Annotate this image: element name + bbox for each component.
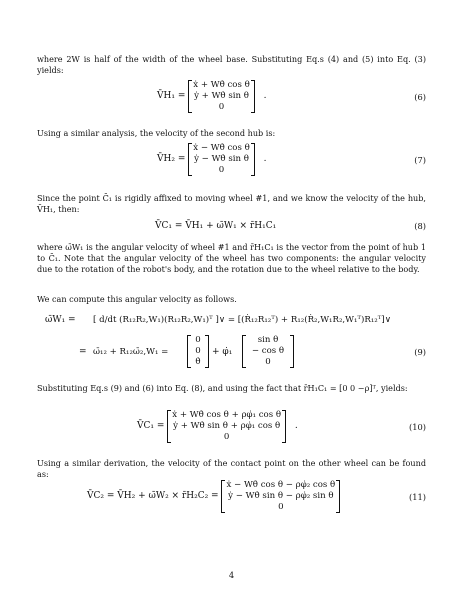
eq9-equals: = (79, 347, 87, 357)
eq9-vector-1 (187, 335, 209, 368)
eq10-row-2: ẏ + Wθ̇ sin θ + ρφ̇₁ cos θ (173, 421, 281, 431)
eq9-vector-2-row-1: sin θ (257, 335, 279, 345)
eq10-matrix (167, 410, 286, 443)
eq7-number: (7) (414, 155, 426, 165)
eq6-number: (6) (414, 92, 426, 102)
eq6-row-2: ẏ + Wθ̇ sin θ (194, 91, 249, 101)
paragraph-substituting: Substituting Eq.s (9) and (6) into Eq. (8), and using the fact that r̄H₁C₁ = [0 0 −ρ]ᵀ, yields: (37, 383, 408, 393)
eq9-phi-term: + φ̇₁ (212, 347, 233, 357)
eq7-row-2: ẏ − Wθ̇ sin θ (194, 154, 249, 164)
paragraph-intro: where 2W is half of the width of the wheel base. Substituting Eq.s (4) and (5) into Eq. (3) yields: (37, 54, 426, 76)
eq7-period: . (263, 154, 267, 164)
eq9-vector-2-row-3: 0 (265, 357, 271, 367)
eq10-row-1: ẋ + Wθ̇ cos θ + ρφ̇₁ cos θ (172, 410, 282, 420)
eq9-lhs: ω̄W₁ = (45, 315, 76, 325)
eq11-row-3: 0 (278, 502, 284, 512)
paragraph-other-wheel: Using a similar derivation, the velocity of the contact point on the other wheel can be found as: (37, 458, 426, 480)
eq9-vector-2-row-2: − cos θ (251, 346, 285, 356)
eq7-matrix (188, 143, 255, 176)
eq6-matrix (188, 80, 255, 113)
eq7-row-3: 0 (218, 165, 225, 175)
eq9-number: (9) (414, 347, 426, 357)
eq9-vector-1-row-2: 0 (195, 346, 201, 356)
eq7-lhs: V̄H₂ = (157, 154, 186, 164)
eq8-number: (8) (414, 221, 426, 231)
eq9-vector-1-row-1: 0 (195, 335, 201, 345)
eq9-vector-1-row-3: θ̇ (195, 357, 201, 367)
eq10-lhs: V̄C₁ = (137, 421, 165, 431)
eq10-row-3: 0 (223, 432, 230, 442)
equation-6 (37, 80, 426, 120)
eq11-row-1: ẋ − Wθ̇ cos θ − ρφ̇₂ cos θ (226, 480, 336, 490)
eq9-line-1: [ d/dt (R₁₂R₂,W₁)(R₁₂R₂,W₁)ᵀ ]∨ = [(Ṙ₁₂R₁₂ᵀ) + R₁₂(Ṙ₂,W₁R₂,W₁ᵀ)R₁₂ᵀ]∨ (93, 315, 391, 325)
eq10-number: (10) (408, 422, 426, 432)
page-number: 4 (228, 570, 235, 580)
equation-7 (37, 143, 426, 183)
eq6-row-1: ẋ + Wθ̇ cos θ (193, 80, 250, 90)
equation-11 (37, 480, 426, 520)
eq9-vector-2 (242, 335, 294, 368)
eq7-row-1: ẋ − Wθ̇ cos θ (193, 143, 250, 153)
equation-8 (37, 221, 426, 235)
eq11-number: (11) (408, 492, 426, 502)
paragraph-second-hub: Using a similar analysis, the velocity of the second hub is: (37, 128, 276, 138)
eq11-row-2: ẏ − Wθ̇ sin θ − ρφ̇₂ sin θ (228, 491, 334, 501)
paragraph-angular-velocity: where ω̄W₁ is the angular velocity of wheel #1 and r̄H₁C₁ is the vector from the point of hub 1 to C̄₁. Note that the angular velocity of the wheel has two components: the angular velocity due to the rotation of the robot's body, and the rotation due to the wheel relative to the body. (37, 242, 426, 275)
equation-9 (37, 313, 426, 377)
eq11-lhs: V̄C₂ = V̄H₂ + ω̄W₂ × r̄H₂C₂ = (87, 491, 219, 501)
eq10-period: . (294, 421, 298, 431)
paragraph-rigid-point: Since the point C̄₁ is rigidly affixed to moving wheel #1, and we know the velocity of the hub, V̄H₁, then: (37, 193, 426, 215)
eq8-body: V̄C₁ = V̄H₁ + ω̄W₁ × r̄H₁C₁ (155, 221, 277, 231)
eq6-row-3: 0 (218, 102, 225, 112)
eq6-period: . (263, 91, 267, 101)
paragraph-compute: We can compute this angular velocity as follows. (37, 294, 237, 304)
eq9-line-2: ω̄₁₂ + R₁₂ω̄₂,W₁ = (93, 347, 169, 357)
equation-10 (37, 410, 426, 450)
eq6-lhs: V̄H₁ = (157, 91, 186, 101)
eq11-matrix (221, 480, 340, 513)
